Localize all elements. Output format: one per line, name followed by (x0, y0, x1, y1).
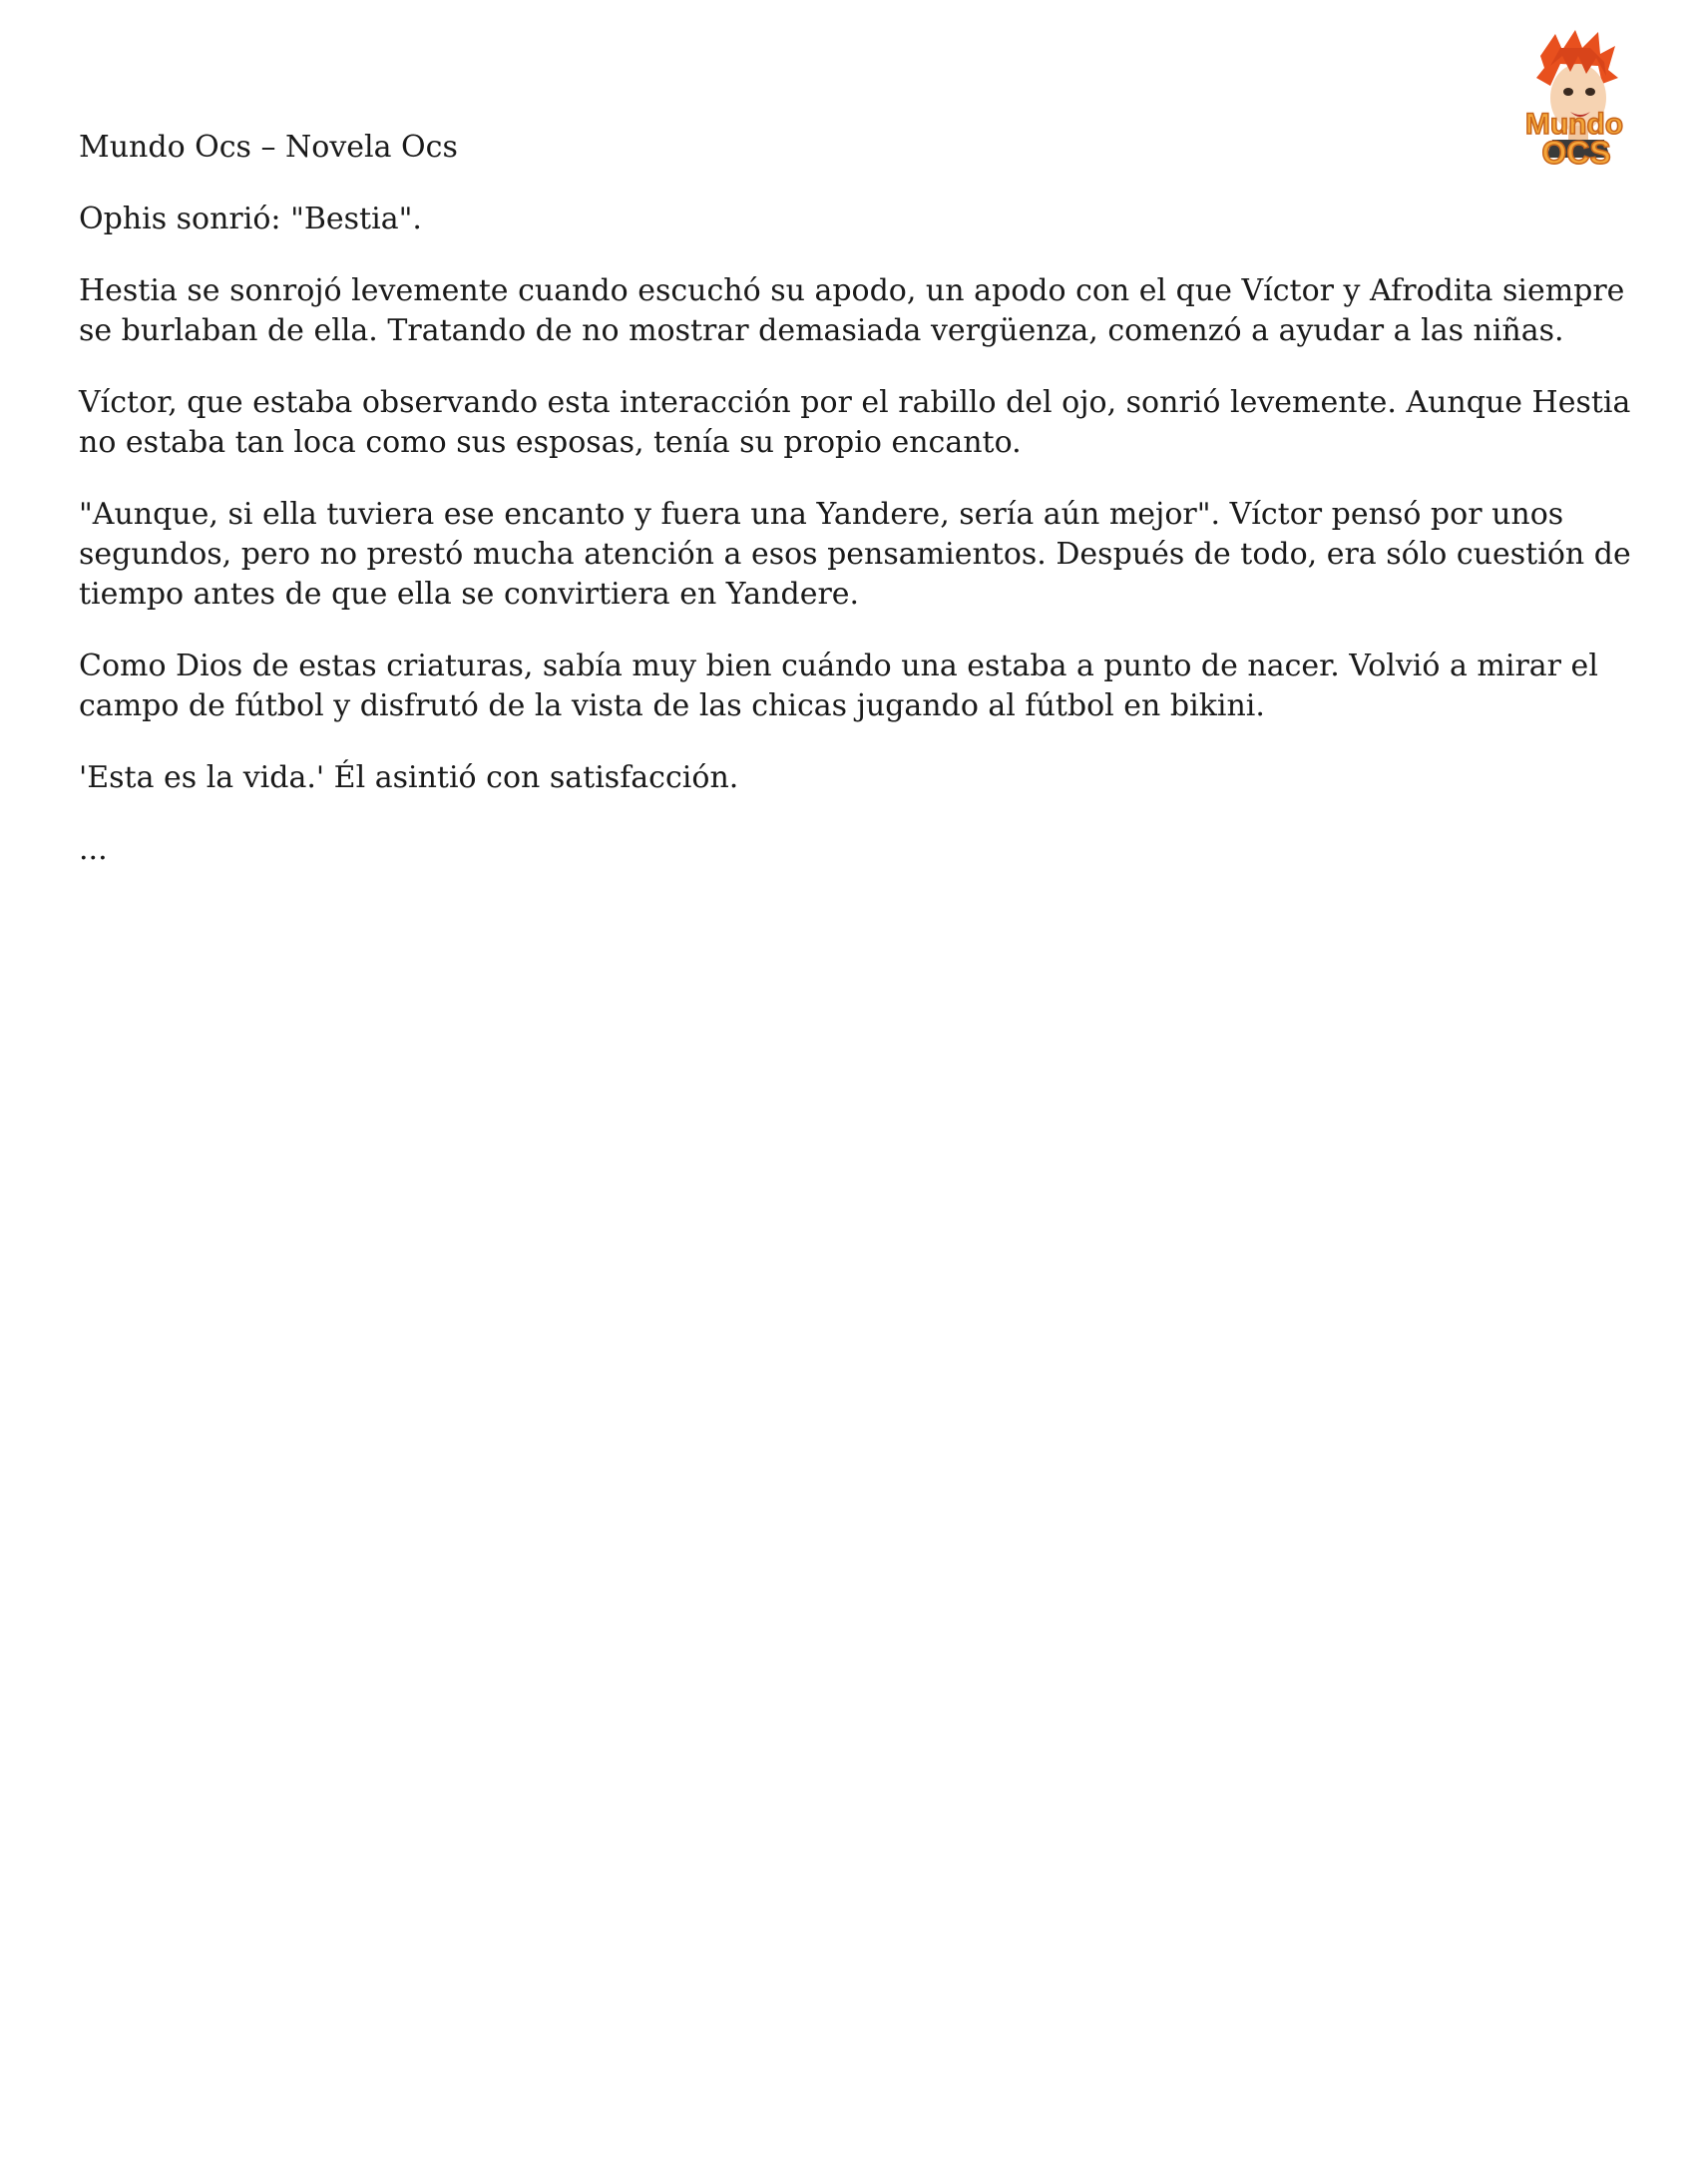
paragraph: Hestia se sonrojó levemente cuando escuchó su apodo, un apodo con el que Víctor y Afrodita siempre se burlaban de ella. Tratando de no mostrar demasiada vergüenza, comenzó a ayudar a las niñas. (79, 273, 1625, 348)
logo-text-line1: Mundo (1524, 108, 1624, 141)
paragraph: Víctor, que estaba observando esta interacción por el rabillo del ojo, sonrió levemente. Aunque Hestia no estaba tan loca como sus esposas, tenía su propio encanto. (79, 385, 1631, 460)
paragraph: "Aunque, si ella tuviera ese encanto y fuera una Yandere, sería aún mejor". Víctor pensó por unos segundos, pero no prestó mucha atención a esos pensamientos. Después de todo, era sólo cuestión de tiempo antes de que ella se convirtiera en Yandere. (79, 497, 1631, 612)
document-body (79, 128, 1635, 902)
paragraph: Como Dios de estas criaturas, sabía muy bien cuándo una estaba a punto de nacer. Volvió a mirar el campo de fútbol y disfrutó de la vista de las chicas jugando al fútbol en bikini. (79, 649, 1598, 723)
paragraph: 'Esta es la vida.' Él asintió con satisfacción. (79, 760, 739, 795)
ellipsis-paragraph: ... (79, 832, 108, 867)
paragraph: Ophis sonrió: "Bestia". (79, 202, 422, 236)
logo-text-line2: OCS (1541, 135, 1611, 171)
document-header: Mundo Ocs – Novela Ocs (79, 130, 458, 165)
